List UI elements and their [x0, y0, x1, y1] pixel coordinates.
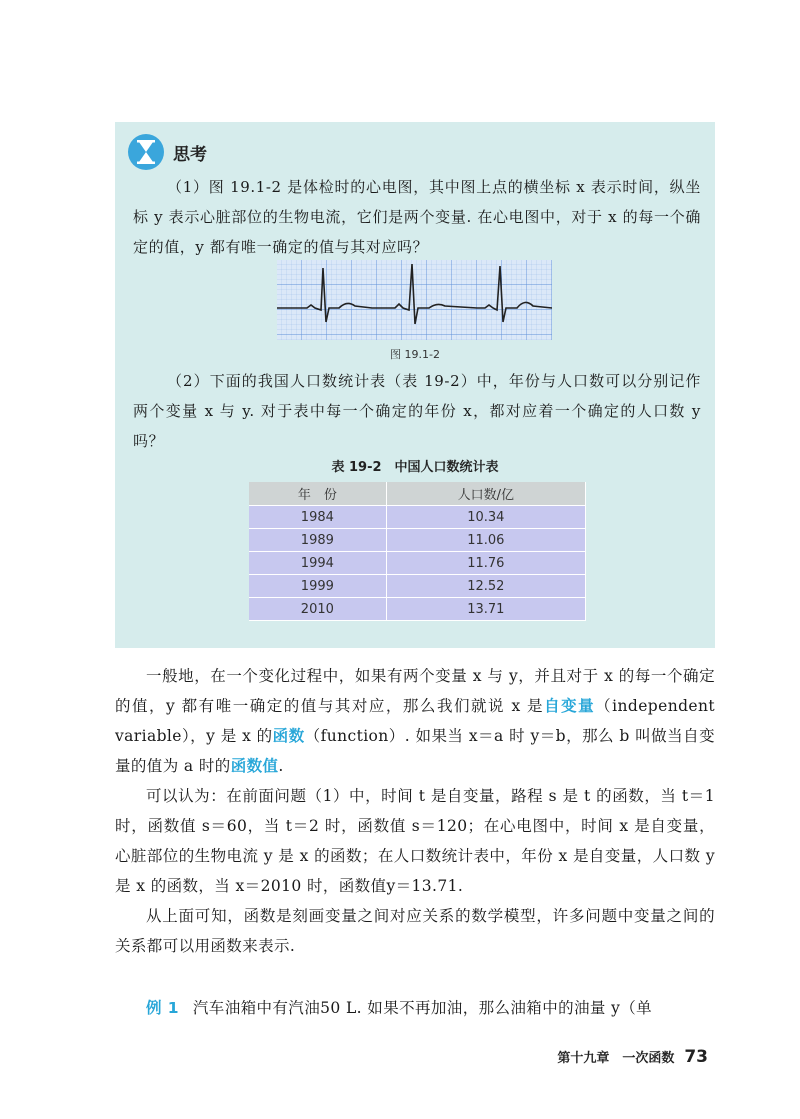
- term-independent-variable: 自变量: [544, 697, 596, 715]
- table-row: [249, 552, 586, 575]
- table-row: [249, 575, 586, 598]
- think-title: 思考: [173, 145, 207, 165]
- year-cell: 1994: [249, 552, 386, 575]
- chapter-title: 第十九章 一次函数: [557, 1051, 675, 1066]
- table-row: [249, 529, 586, 552]
- term-function: 函数: [272, 727, 305, 745]
- example-label: 例 1: [146, 999, 179, 1017]
- header-population: 人口数/亿: [386, 482, 585, 506]
- example-text: 汽车油箱中有汽油50 L. 如果不再加油，那么油箱中的油量 y（单: [192, 999, 653, 1017]
- table-header-row: [249, 482, 586, 506]
- year-cell: 2010: [249, 598, 386, 621]
- definition-text-a: 一般地，在一个变化过程中，如果有两个变量 x 与 y，并且对于 x 的每一个确定的值，y 都有唯一确定的值与其对应，那么我们就说 x 是: [115, 667, 715, 715]
- table-row: [249, 598, 586, 621]
- year-cell: 1999: [249, 575, 386, 598]
- table-row: [249, 506, 586, 529]
- term-function-value: 函数值: [230, 757, 279, 775]
- explanation-paragraph: 可以认为：在前面问题（1）中，时间 t 是自变量，路程 s 是 t 的函数，当 t＝1时，函数值 s＝60，当 t＝2 时，函数值 s＝120；在心电图中，时间 x 是自变量，心脏部位的生物电流 y 是 x 的函数；在人口数统计表中，年份 x 是自变量，人口数 y 是 x 的函数，当 x＝2010 时，函数值y＝13.71.: [115, 787, 715, 895]
- summary-paragraph: 从上面可知，函数是刻画变量之间对应关系的数学模型，许多问题中变量之间的关系都可以用函数来表示.: [115, 907, 715, 955]
- population-cell: 11.06: [386, 529, 585, 552]
- population-table: [249, 482, 586, 621]
- population-cell: 10.34: [386, 506, 585, 529]
- table-caption: 表 19-2 中国人口数统计表: [331, 460, 499, 475]
- definition-paragraph: [115, 661, 715, 781]
- population-cell: 11.76: [386, 552, 585, 575]
- ecg-figure: [277, 260, 552, 340]
- header-year: 年 份: [249, 482, 386, 506]
- year-cell: 1984: [249, 506, 386, 529]
- question-1: （1）图 19.1-2 是体检时的心电图，其中图上点的横坐标 x 表示时间，纵坐标 y 表示心脏部位的生物电流，它们是两个变量. 在心电图中，对于 x 的每一个确定的值，y 都有唯一确定的值与其对应吗？: [133, 178, 701, 256]
- example-1: [146, 993, 716, 1023]
- think-box: [115, 122, 715, 648]
- year-cell: 1989: [249, 529, 386, 552]
- definition-text-c: （function）. 如果当 x＝a 时 y＝b，那么 b 叫做当自变量的值为 a 时的: [115, 727, 715, 775]
- population-cell: 13.71: [386, 598, 585, 621]
- definition-text-d: .: [278, 757, 284, 775]
- page-footer: [557, 1047, 708, 1067]
- population-cell: 12.52: [386, 575, 585, 598]
- hourglass-icon: [128, 134, 164, 170]
- definition-text-b: （independent variable），y 是 x 的: [115, 697, 715, 745]
- question-2: （2）下面的我国人口数统计表（表 19-2）中，年份与人口数可以分别记作两个变量 x 与 y. 对于表中每一个确定的年份 x，都对应着一个确定的人口数 y 吗？: [133, 372, 701, 450]
- page-number: 73: [684, 1047, 708, 1067]
- figure-caption: 图 19.1-2: [390, 348, 440, 361]
